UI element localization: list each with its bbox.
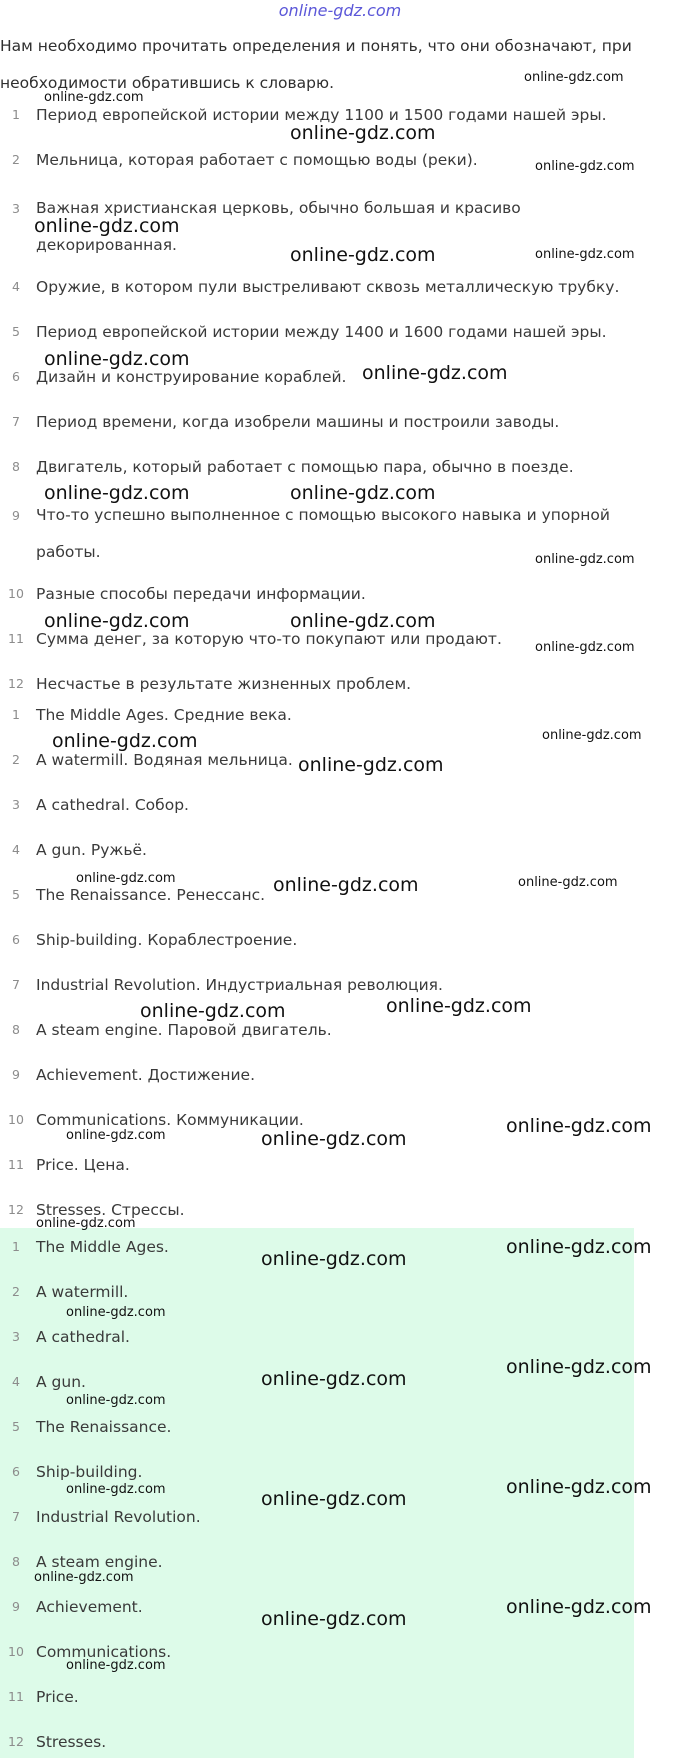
item-text: The Middle Ages. Средние века. (36, 706, 292, 724)
item-number: 1 (12, 1239, 20, 1254)
watermark: online-gdz.com (66, 1128, 166, 1143)
list-item (0, 1150, 660, 1195)
item-text: The Renaissance. Ренессанс. (36, 886, 266, 904)
watermark: online-gdz.com (386, 995, 532, 1017)
item-text: Оружие, в котором пули выстреливают сквозь металлическую трубку. (36, 278, 620, 296)
list-item (0, 1015, 660, 1060)
watermark: online-gdz.com (506, 1236, 652, 1258)
item-text: Industrial Revolution. (36, 1508, 201, 1526)
item-number: 10 (8, 1644, 24, 1659)
item-text: Ship-building. (36, 1463, 143, 1481)
item-text: Период времени, когда изобрели машины и построили заводы. (36, 413, 560, 431)
item-text: Что-то успешно выполненное с помощью высокого навыка и упорной работы. (36, 506, 610, 561)
item-text: A watermill. (36, 1283, 129, 1301)
item-number: 9 (12, 508, 20, 523)
list-item (0, 1682, 660, 1727)
item-number: 7 (12, 977, 20, 992)
item-number: 5 (12, 324, 20, 339)
item-number: 8 (12, 459, 20, 474)
item-number: 5 (12, 887, 20, 902)
watermark: online-gdz.com (506, 1476, 652, 1498)
watermark: online-gdz.com (44, 348, 190, 370)
list-item (0, 407, 660, 452)
watermark: online-gdz.com (290, 482, 436, 504)
watermark: online-gdz.com (66, 1658, 166, 1673)
item-text: Industrial Revolution. Индустриальная революция. (36, 976, 443, 994)
item-text: Price. Цена. (36, 1156, 130, 1174)
intro-text: Нам необходимо прочитать определения и понять, что они обозначают, при необходимости обратившись к словарю. (0, 37, 632, 92)
watermark: online-gdz.com (261, 1608, 407, 1630)
item-number: 9 (12, 1067, 20, 1082)
item-text: Разные способы передачи информации. (36, 585, 366, 603)
item-number: 4 (12, 842, 20, 857)
item-text: Achievement. (36, 1598, 143, 1616)
item-number: 5 (12, 1419, 20, 1434)
list-item (0, 1412, 660, 1457)
item-text: Communications. (36, 1643, 172, 1661)
watermark: online-gdz.com (261, 1488, 407, 1510)
watermark: online-gdz.com (36, 1216, 136, 1231)
watermark: online-gdz.com (298, 754, 444, 776)
list-item (0, 790, 660, 835)
item-number: 4 (12, 279, 20, 294)
item-number: 6 (12, 369, 20, 384)
watermark: online-gdz.com (290, 244, 436, 266)
watermark: online-gdz.com (518, 875, 618, 890)
list-item (0, 1727, 660, 1758)
item-number: 2 (12, 1284, 20, 1299)
item-number: 1 (12, 707, 20, 722)
item-number: 2 (12, 752, 20, 767)
item-text: Stresses. (36, 1733, 107, 1751)
item-number: 10 (8, 1112, 24, 1127)
item-text: A gun. Ружьё. (36, 841, 147, 859)
watermark: online-gdz.com (140, 1000, 286, 1022)
watermark: online-gdz.com (34, 1570, 134, 1585)
item-number: 7 (12, 414, 20, 429)
item-number: 2 (12, 152, 20, 167)
item-text: A watermill. Водяная мельница. (36, 751, 293, 769)
item-number: 8 (12, 1022, 20, 1037)
item-text: A steam engine. Паровой двигатель. (36, 1021, 332, 1039)
watermark: online-gdz.com (34, 215, 180, 237)
item-text: Ship-building. Кораблестроение. (36, 931, 298, 949)
item-text: Price. (36, 1688, 79, 1706)
item-text: Мельница, которая работает с помощью воды (реки). (36, 151, 478, 169)
watermark: online-gdz.com (261, 1128, 407, 1150)
watermark: online-gdz.com (535, 159, 635, 174)
watermark: online-gdz.com (66, 1482, 166, 1497)
item-number: 10 (8, 586, 24, 601)
item-text: The Middle Ages. (36, 1238, 169, 1256)
list-item (0, 1060, 660, 1105)
watermark: online-gdz.com (66, 1393, 166, 1408)
watermark: online-gdz.com (261, 1368, 407, 1390)
item-number: 11 (8, 1157, 24, 1172)
item-text: A steam engine. (36, 1553, 163, 1571)
item-number: 12 (8, 676, 24, 691)
watermark: online-gdz.com (506, 1356, 652, 1378)
watermark: online-gdz.com (290, 610, 436, 632)
watermark: online-gdz.com (66, 1305, 166, 1320)
item-text: Двигатель, который работает с помощью пара, обычно в поезде. (36, 458, 574, 476)
item-text: Несчастье в результате жизненных проблем. (36, 675, 412, 693)
item-text: Период европейской истории между 1400 и 1600 годами нашей эры. (36, 323, 607, 341)
watermark: online-gdz.com (535, 552, 635, 567)
watermark: online-gdz.com (535, 640, 635, 655)
item-text: Communications. Коммуникации. (36, 1111, 304, 1129)
watermark: online-gdz.com (52, 730, 198, 752)
watermark: online-gdz.com (290, 122, 436, 144)
item-number: 4 (12, 1374, 20, 1389)
item-number: 3 (12, 797, 20, 812)
list-item (0, 970, 660, 1015)
item-text: A cathedral. (36, 1328, 130, 1346)
item-number: 11 (8, 1689, 24, 1704)
item-text: Дизайн и конструирование кораблей. (36, 368, 347, 386)
item-text: Achievement. Достижение. (36, 1066, 256, 1084)
item-text: A cathedral. Собор. (36, 796, 189, 814)
watermark: online-gdz.com (506, 1115, 652, 1137)
list-item (0, 925, 660, 970)
item-number: 12 (8, 1202, 24, 1217)
watermark: online-gdz.com (261, 1248, 407, 1270)
item-number: 11 (8, 631, 24, 646)
site-title[interactable]: online-gdz.com (278, 1, 402, 20)
item-text: The Renaissance. (36, 1418, 172, 1436)
item-number: 6 (12, 932, 20, 947)
list-item (0, 272, 660, 317)
item-number: 9 (12, 1599, 20, 1614)
item-number: 3 (12, 201, 20, 216)
watermark: online-gdz.com (76, 871, 176, 886)
item-text: Сумма денег, за которую что-то покупают или продают. (36, 630, 502, 648)
watermark: online-gdz.com (44, 610, 190, 632)
watermark: online-gdz.com (524, 70, 624, 85)
item-number: 3 (12, 1329, 20, 1344)
item-number: 12 (8, 1734, 24, 1749)
item-number: 6 (12, 1464, 20, 1479)
watermark: online-gdz.com (535, 247, 635, 262)
item-number: 1 (12, 107, 20, 122)
item-text: Период европейской истории между 1100 и 1500 годами нашей эры. (36, 106, 607, 124)
watermark: online-gdz.com (44, 90, 144, 105)
watermark: online-gdz.com (273, 874, 419, 896)
translations-list (0, 700, 660, 1240)
watermark: online-gdz.com (506, 1596, 652, 1618)
watermark: online-gdz.com (44, 482, 190, 504)
item-text: Stresses. Стрессы. (36, 1201, 185, 1219)
item-text: A gun. (36, 1373, 86, 1391)
item-number: 8 (12, 1554, 20, 1569)
item-text: Важная христианская церковь, обычно большая и красиво декорированная. (36, 199, 521, 254)
watermark: online-gdz.com (362, 362, 508, 384)
item-number: 7 (12, 1509, 20, 1524)
watermark: online-gdz.com (542, 728, 642, 743)
